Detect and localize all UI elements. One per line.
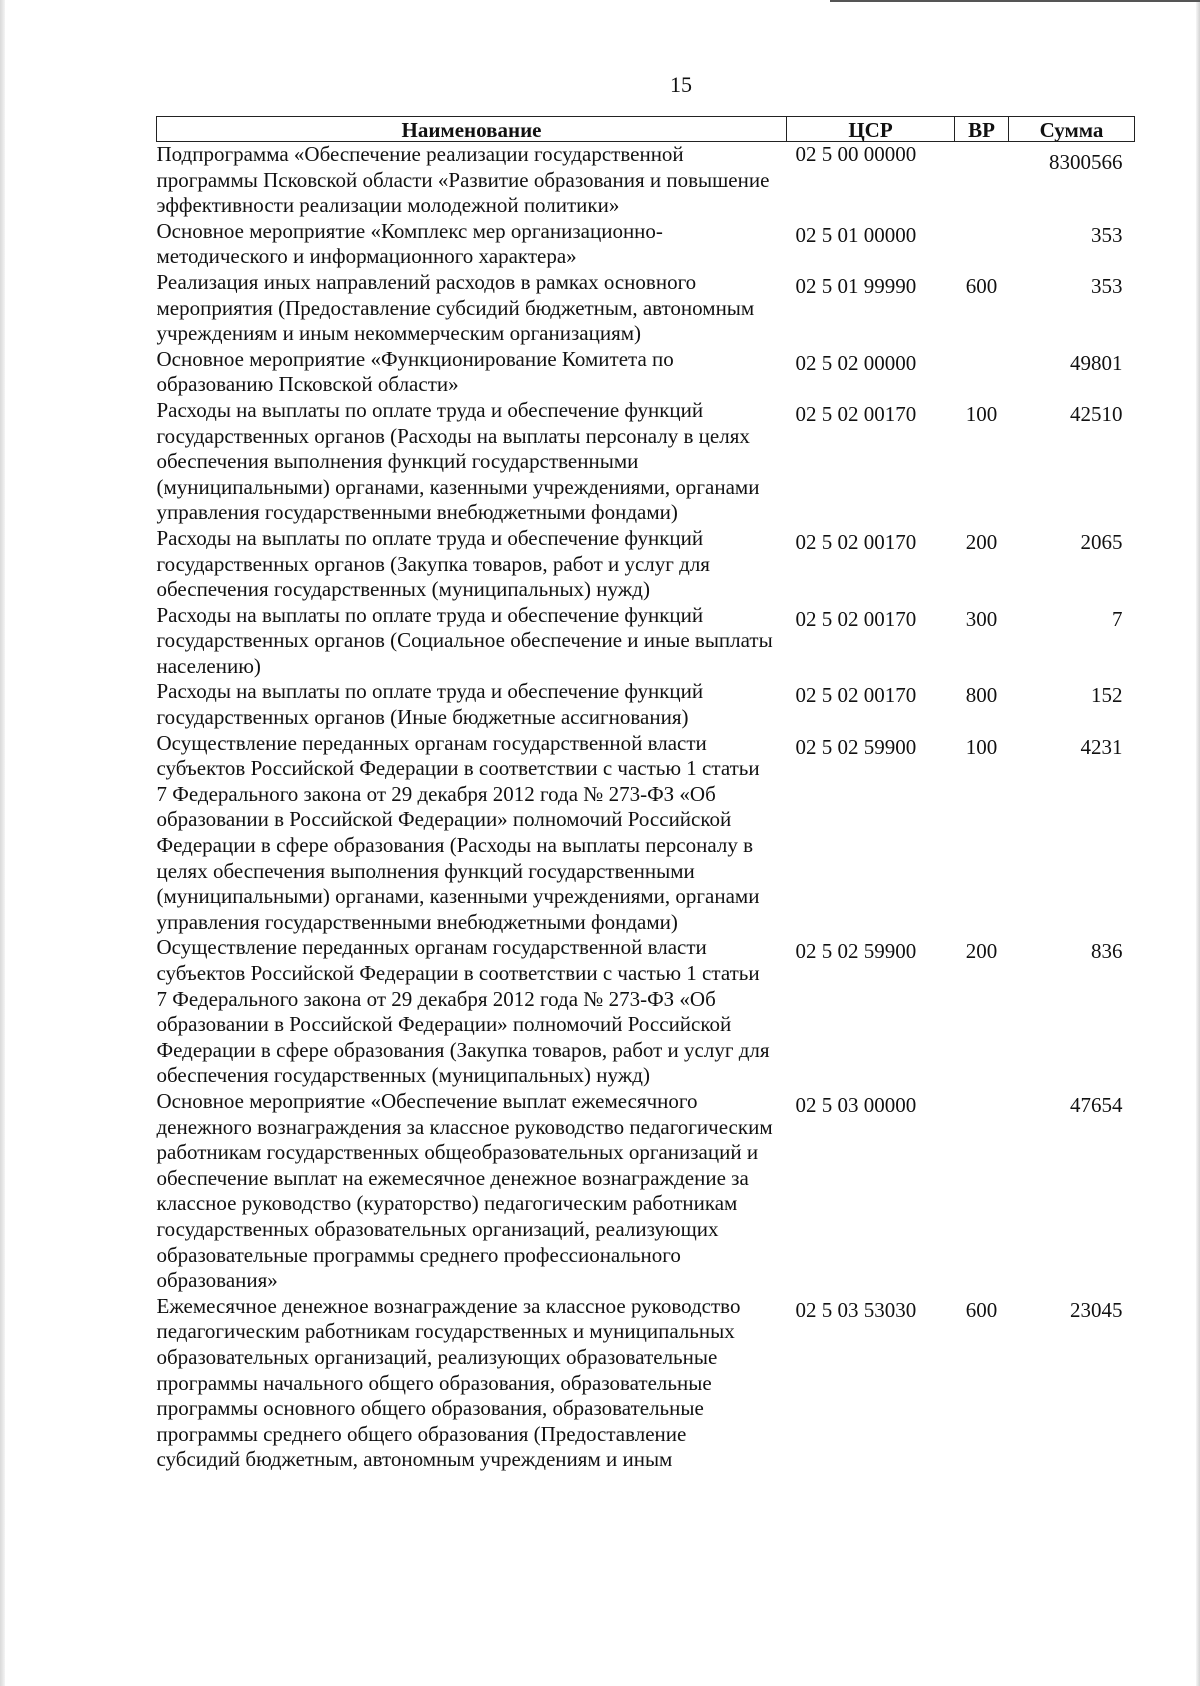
row-sum: 4231 — [1080, 734, 1123, 759]
row-vr: 100 — [965, 401, 998, 426]
row-vr: 600 — [965, 273, 998, 298]
header-name: Наименование — [157, 117, 787, 142]
row-name: Ежемесячное денежное вознаграждение за классное руководство педагогическим работникам государственных и муниципальных образовательных организаций, реализующих образовательные программы начального общего образования, образовательные программы основного общего образования, образовательные программы среднего общего образования (Предоставление субсидий бюджетным, автономным учреждениям и иным — [156, 1293, 741, 1472]
table-row — [157, 1089, 1135, 1294]
row-sum: 353 — [1091, 273, 1123, 298]
row-vr — [955, 347, 1009, 398]
row-name: Подпрограмма «Обеспечение реализации государственной программы Псковской области «Развитие образования и повышение эффективности реализации молодежной политики» — [156, 142, 770, 218]
table-row — [157, 142, 1135, 219]
row-csr: 02 5 02 00170 — [795, 401, 917, 426]
row-name: Реализация иных направлений расходов в рамках основного мероприятия (Предоставление субсидий бюджетным, автономным учреждениям и иным некоммерческим организациям) — [156, 269, 755, 346]
table-row — [157, 603, 1135, 680]
row-name: Осуществление переданных органам государственной власти субъектов Российской Федерации в соответствии с частью 1 статьи 7 Федерального закона от 29 декабря 2012 года № 273-ФЗ «Об образовании в Российской Федерации» полномочий Российской Федерации в сфере образования (Закупка товаров, работ и услуг для обеспечения государственных (муниципальных) нужд) — [156, 935, 770, 1088]
scan-edge-left — [0, 0, 5, 1686]
row-name: Расходы на выплаты по оплате труда и обеспечение функций государственных органов (Иные бюджетные ассигнования) — [156, 679, 704, 730]
row-csr: 02 5 02 00170 — [795, 529, 917, 554]
row-vr: 800 — [965, 683, 998, 708]
row-vr — [955, 1089, 1009, 1294]
table-row — [157, 398, 1135, 526]
row-csr: 02 5 02 59900 — [795, 734, 917, 759]
table-row — [157, 679, 1135, 730]
table-row — [157, 219, 1135, 270]
row-csr: 02 5 02 59900 — [795, 939, 917, 964]
header-vr: ВР — [955, 117, 1009, 142]
table-row — [157, 526, 1135, 603]
row-csr: 02 5 00 00000 — [795, 142, 917, 166]
row-sum: 49801 — [1070, 350, 1123, 375]
row-name: Основное мероприятие «Комплекс мер организационно-методического и информационного характера» — [156, 218, 663, 269]
row-vr: 100 — [965, 734, 998, 759]
row-sum: 47654 — [1070, 1092, 1123, 1117]
row-vr: 200 — [965, 529, 998, 554]
row-sum: 23045 — [1070, 1297, 1123, 1322]
row-csr: 02 5 03 00000 — [795, 1092, 917, 1117]
table-row — [157, 347, 1135, 398]
header-csr: ЦСР — [787, 117, 955, 142]
table-row — [157, 270, 1135, 347]
header-row — [157, 117, 1135, 142]
row-sum: 42510 — [1070, 401, 1123, 426]
row-csr: 02 5 02 00000 — [795, 350, 917, 375]
page-number: 15 — [670, 72, 692, 97]
table-row — [157, 1294, 1135, 1473]
row-csr: 02 5 03 53030 — [795, 1297, 917, 1322]
row-csr: 02 5 02 00170 — [795, 683, 917, 708]
row-sum: 8300566 — [1049, 150, 1123, 174]
header-sum: Сумма — [1009, 117, 1135, 142]
row-csr: 02 5 01 99990 — [795, 273, 917, 298]
table-row — [157, 935, 1135, 1089]
row-vr: 600 — [965, 1297, 998, 1322]
row-csr: 02 5 02 00170 — [795, 606, 917, 631]
table-row — [157, 731, 1135, 936]
row-sum: 152 — [1091, 683, 1123, 708]
row-vr: 300 — [965, 606, 998, 631]
scan-top-line — [830, 0, 1200, 2]
row-name: Осуществление переданных органам государственной власти субъектов Российской Федерации в соответствии с частью 1 статьи 7 Федерального закона от 29 декабря 2012 года № 273-ФЗ «Об образовании в Российской Федерации» полномочий Российской Федерации в сфере образования (Расходы на выплаты персоналу в целях обеспечения выполнения функций государственными (муниципальными) органами, казенными учреждениями, органами управления государственными внебюджетными фондами) — [156, 730, 760, 934]
row-name: Расходы на выплаты по оплате труда и обеспечение функций государственных органов (Социальное обеспечение и иные выплаты населению) — [156, 602, 773, 678]
row-sum: 7 — [1112, 606, 1123, 631]
budget-table — [156, 116, 1135, 1473]
row-sum: 836 — [1091, 939, 1123, 964]
row-sum: 2065 — [1080, 529, 1123, 554]
row-name: Расходы на выплаты по оплате труда и обеспечение функций государственных органов (Закупка товаров, работ и услуг для обеспечения государственных (муниципальных) нужд) — [156, 525, 710, 602]
row-sum: 353 — [1091, 222, 1123, 247]
row-vr: 200 — [965, 939, 998, 964]
row-vr — [955, 142, 1009, 219]
row-name: Расходы на выплаты по оплате труда и обеспечение функций государственных органов (Расходы на выплаты персоналу в целях обеспечения выполнения функций государственными (муниципальными) органами, казенными учреждениями, органами управления государственными внебюджетными фондами) — [156, 397, 760, 525]
scan-edge-right — [1196, 0, 1200, 1686]
row-vr — [955, 219, 1009, 270]
row-name: Основное мероприятие «Обеспечение выплат ежемесячного денежного вознаграждения за классное руководство педагогическим работникам государственных общеобразовательных организаций и обеспечение выплат на ежемесячное денежное вознаграждение за классное руководство (кураторство) педагогическим работникам государственных образовательных организаций, реализующих образовательные программы среднего профессионального образования» — [156, 1088, 773, 1293]
row-name: Основное мероприятие «Функционирование Комитета по образованию Псковской области» — [156, 346, 674, 397]
row-csr: 02 5 01 00000 — [795, 222, 917, 247]
